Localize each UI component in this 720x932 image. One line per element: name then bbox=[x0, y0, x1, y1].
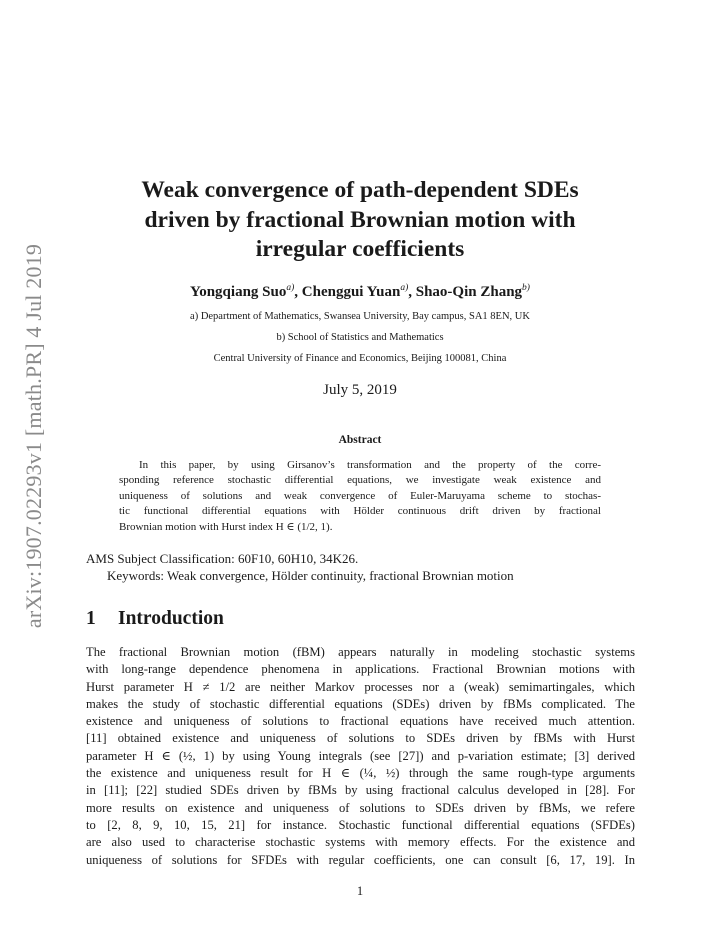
section-number: 1 bbox=[86, 608, 96, 629]
affiliation-line: Central University of Finance and Economics, Beijing 100081, China bbox=[213, 353, 507, 364]
author-name: Chenggui Yuan bbox=[301, 284, 401, 300]
paragraph-line: makes the study of stochastic differential equations (SDEs) driven by fBMs complicated. The bbox=[86, 696, 635, 711]
publication-date: July 5, 2019 bbox=[323, 382, 397, 398]
subject-classification: AMS Subject Classification: 60F10, 60H10, 34K26. bbox=[86, 551, 359, 566]
abstract-line: tic functional differential equations with Hölder continuous drift driven by fractional bbox=[119, 505, 601, 518]
abstract-line: uniqueness of solutions and weak convergence of Euler-Maruyama scheme to stochas- bbox=[119, 489, 601, 502]
paragraph-line: to [2, 8, 9, 10, 15, 21] for instance. Stochastic functional differential equations (SFDEs) bbox=[86, 817, 635, 832]
arxiv-identifier-stamp bbox=[16, 226, 52, 646]
abstract-line: In this paper, by using Girsanov’s transformation and the property of the corre- bbox=[139, 459, 601, 471]
author-separator: , bbox=[294, 284, 302, 300]
paper-title bbox=[60, 176, 660, 265]
paragraph-line: uniqueness of solutions for SFDEs with regular coefficients, one can consult [6, 17, 19]. In bbox=[86, 852, 635, 867]
abstract-line: Brownian motion with Hurst index H ∈ (1/2, 1). bbox=[119, 520, 333, 533]
affiliation-line: a) Department of Mathematics, Swansea University, Bay campus, SA1 8EN, UK bbox=[190, 311, 530, 322]
author-name: Yongqiang Suo bbox=[190, 284, 287, 300]
abstract-heading: Abstract bbox=[338, 434, 382, 446]
paragraph-line: [11] obtained existence and uniqueness of solutions to SDEs driven by fBMs with Hurst bbox=[86, 731, 635, 746]
paragraph-line: Hurst parameter H ≠ 1/2 are neither Markov processes nor a (weak) semimartingales, which bbox=[86, 679, 635, 694]
keywords: Keywords: Weak convergence, Hölder continuity, fractional Brownian motion bbox=[107, 568, 514, 583]
paragraph-line: with long-range dependence phenomena in applications. Fractional Brownian motions with bbox=[86, 662, 635, 677]
abstract-text bbox=[119, 458, 601, 535]
page-number: 1 bbox=[356, 884, 364, 898]
paragraph-line: parameter H ∈ (½, 1) by using Young integrals (see [27]) and p-variation estimate; [3] derived bbox=[86, 748, 635, 763]
section-title: Introduction bbox=[118, 608, 224, 629]
paragraph-line: The fractional Brownian motion (fBM) appears naturally in modeling stochastic systems bbox=[86, 645, 635, 659]
paragraph-line: existence and uniqueness of solutions to fractional equations have received much attention. bbox=[86, 714, 635, 729]
title-line: irregular coefficients bbox=[255, 236, 465, 262]
introduction-paragraph bbox=[86, 644, 635, 869]
paragraph-line: the existence and uniqueness result for H ∈ (¼, ½) through the same rough-type arguments bbox=[86, 766, 635, 781]
abstract-line: sponding reference stochastic differential equations, we investigate weak existence and bbox=[119, 474, 601, 487]
author-separator: , bbox=[408, 284, 416, 300]
author-affiliation-mark: b) bbox=[522, 283, 530, 293]
paragraph-line: in [11]; [22] studied SDEs driven by fBMs by using fractional calculus developed in [28]. For bbox=[86, 783, 635, 798]
author-list bbox=[60, 283, 660, 301]
author-affiliation-mark: a) bbox=[286, 283, 295, 293]
affiliation-line: b) School of Statistics and Mathematics bbox=[276, 332, 444, 343]
author-affiliation-mark: a) bbox=[400, 283, 409, 293]
arxiv-id-text: arXiv:1907.02293v1 [math.PR] 4 Jul 2019 bbox=[21, 243, 47, 629]
author-name: Shao-Qin Zhang bbox=[415, 284, 523, 300]
paragraph-line: more results on existence and uniqueness of solutions to SDEs driven by fBMs, we refere bbox=[86, 800, 635, 815]
section-heading bbox=[86, 608, 224, 630]
title-line: driven by fractional Brownian motion with bbox=[144, 206, 576, 233]
title-line: Weak convergence of path-dependent SDEs bbox=[141, 177, 579, 203]
paragraph-line: are also used to characterise stochastic systems with memory effects. For the existence and bbox=[86, 835, 635, 850]
